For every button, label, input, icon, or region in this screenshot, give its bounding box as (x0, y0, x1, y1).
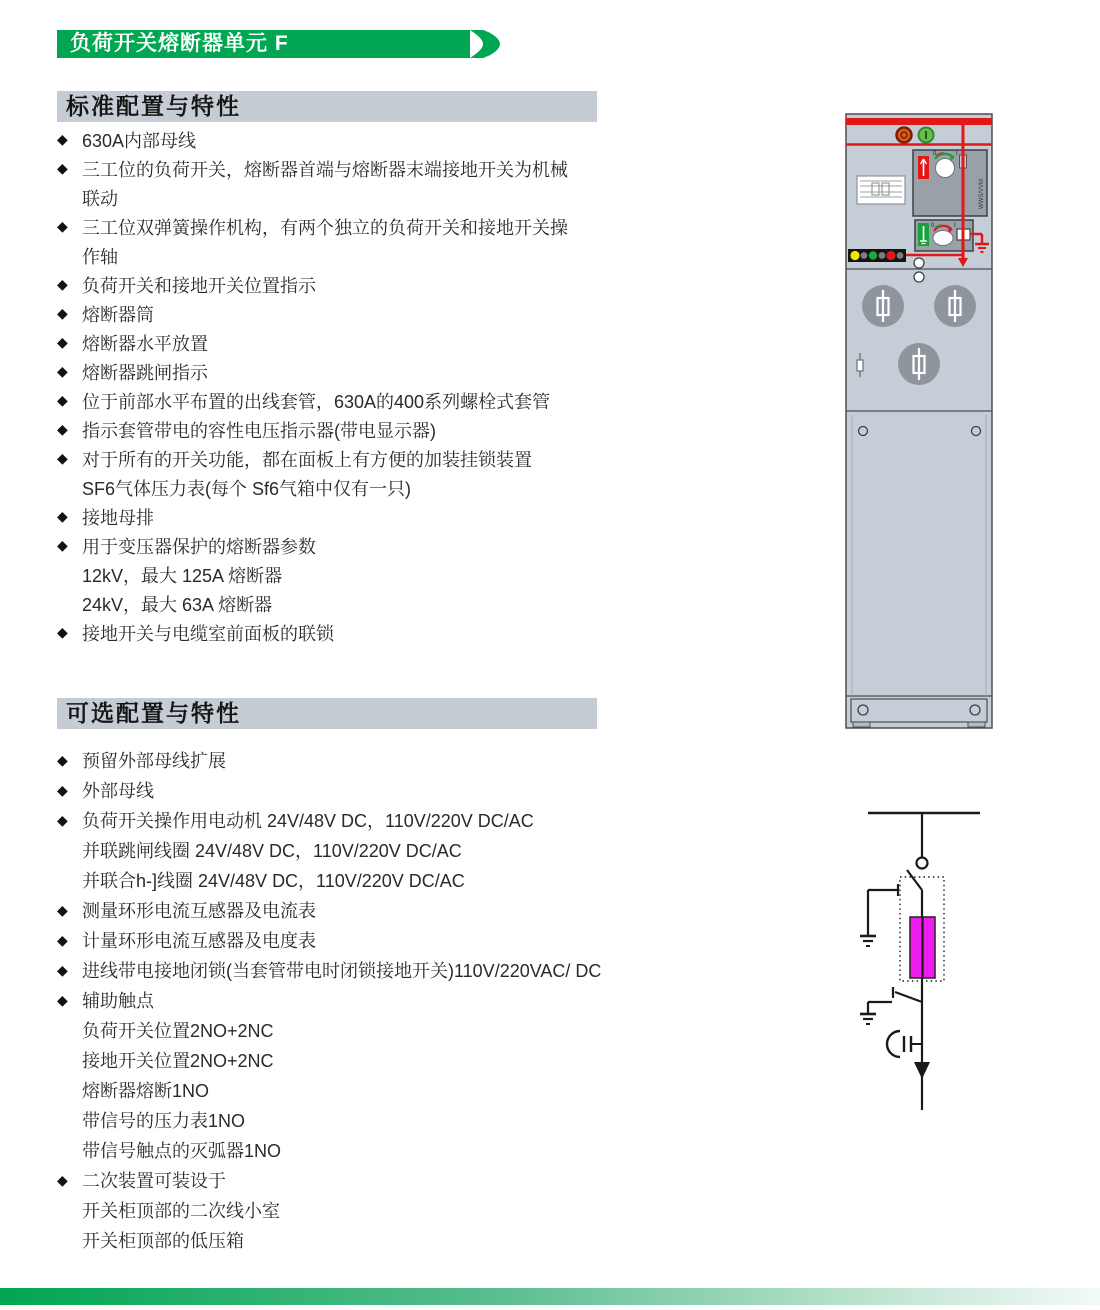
diamond-bullet-icon: ◆ (57, 305, 68, 321)
feature-text: 熔断器熔断1NO (82, 1081, 210, 1101)
diamond-bullet-icon: ◆ (57, 991, 68, 1008)
list-item (57, 1135, 697, 1165)
list-item (57, 1105, 697, 1135)
switchgear-cabinet-image (840, 110, 1000, 730)
diamond-bullet-icon: ◆ (57, 751, 68, 768)
operating-shaft-hole (936, 159, 955, 178)
list-item (57, 473, 697, 502)
feature-text: 负荷开关操作用电动机 24V/48V DC，110V/220V DC/AC (82, 811, 534, 831)
rating-plate (857, 176, 905, 204)
feature-text: 接地母排 (82, 507, 154, 528)
feature-text: 位于前部水平布置的出线套管，630A的400系列螺栓式套管 (82, 391, 551, 412)
feature-text: 接地开关与电缆室前面板的联锁 (82, 623, 334, 644)
list-item (57, 299, 697, 328)
feature-text: 并联跳闸线圈 24V/48V DC，110V/220V DC/AC (82, 841, 462, 861)
earth-symbol-icon (860, 1014, 876, 1024)
feature-text: 熔断器筒 (82, 304, 154, 325)
list-item (57, 955, 697, 985)
feature-text: 12kV，最大 125A 熔断器 (82, 565, 283, 586)
feature-text: 并联合h-]线圈 24V/48V DC，110V/220V DC/AC (82, 871, 465, 891)
load-switch-mimic-panel (913, 150, 987, 216)
feature-text: 作轴 (82, 246, 118, 267)
feature-text: 熔断器水平放置 (82, 333, 208, 354)
list-item (57, 212, 697, 241)
feature-text: 三工位的负荷开关，熔断器首端与熔断器末端接地开关为机械 (82, 159, 568, 180)
feature-text: 对于所有的开关功能，都在面板上有方便的加装挂锁装置 (82, 449, 532, 470)
diamond-bullet-icon: ◆ (57, 811, 68, 828)
switch-contact-node (917, 858, 928, 869)
diamond-bullet-icon: ◆ (57, 508, 68, 524)
fuse-bushing-icon (898, 343, 940, 385)
page-title-banner (57, 30, 470, 58)
feature-text: 指示套管带电的容性电压指示器(带电显示器) (82, 420, 436, 441)
feature-text: 开关柜顶部的低压箱 (82, 1231, 244, 1251)
feature-text: 联动 (82, 188, 118, 209)
feature-text: 用于变压器保护的熔断器参数 (82, 536, 316, 557)
diamond-bullet-icon: ◆ (57, 961, 68, 978)
feature-text: 辅助触点 (82, 991, 154, 1011)
diamond-bullet-icon: ◆ (57, 931, 68, 948)
section-heading-standard (57, 91, 597, 122)
cabinet-plinth (846, 696, 992, 727)
list-item (57, 444, 697, 473)
list-item (57, 895, 697, 925)
indicator-lamp-strip (848, 249, 906, 262)
feature-text: 预留外部母线扩展 (82, 751, 226, 771)
list-item (57, 1015, 697, 1045)
feature-text: 二次装置可装设于 (82, 1171, 226, 1191)
feature-text: 带信号的压力表1NO (82, 1111, 246, 1131)
diamond-bullet-icon: ◆ (57, 363, 68, 379)
list-item (57, 183, 697, 212)
list-item (57, 502, 697, 531)
list-item (57, 618, 697, 647)
operating-shaft-hole (933, 231, 953, 246)
diamond-bullet-icon: ◆ (57, 131, 68, 147)
list-item (57, 241, 697, 270)
close-button-icon (919, 128, 934, 143)
diamond-bullet-icon: ◆ (57, 276, 68, 292)
list-item (57, 589, 697, 618)
list-item (57, 745, 697, 775)
diamond-bullet-icon: ◆ (57, 334, 68, 350)
earthing-switch-blade (895, 992, 922, 1002)
feature-text: 进线带电接地闭锁(当套管带电时闭锁接地开关)110V/220VAC/ DC (82, 961, 602, 981)
list-item (57, 1225, 697, 1255)
list-item (57, 154, 697, 183)
fuse-bushing-icon (862, 285, 904, 327)
feature-text: 三工位双弹簧操作机构，有两个独立的负荷开关和接地开关操 (82, 217, 568, 238)
title-banner-tail-icon (470, 30, 504, 58)
diamond-bullet-icon: ◆ (57, 160, 68, 176)
feature-text: 630A内部母线 (82, 130, 197, 151)
list-item (57, 805, 697, 835)
list-item (57, 270, 697, 299)
list-item (57, 125, 697, 154)
arc-label-0: 0 (931, 223, 935, 229)
load-switch-blade (907, 870, 922, 890)
list-item (57, 985, 697, 1015)
single-line-diagram (840, 790, 1000, 1120)
feature-text: 负荷开关位置2NO+2NC (82, 1021, 274, 1041)
feature-text: 外部母线 (82, 781, 154, 801)
arc-label-I: I (956, 151, 958, 157)
list-item (57, 925, 697, 955)
feature-text: 计量环形电流互感器及电度表 (82, 931, 316, 951)
diamond-bullet-icon: ◆ (57, 1171, 68, 1188)
page-title: 负荷开关熔断器单元 F (70, 32, 289, 55)
list-item (57, 531, 697, 560)
open-button-icon (897, 128, 912, 143)
diamond-bullet-icon: ◆ (57, 218, 68, 234)
diamond-bullet-icon: ◆ (57, 392, 68, 408)
section-heading-optional (57, 698, 597, 729)
feature-text: 负荷开关和接地开关位置指示 (82, 275, 316, 296)
panel-marking-text: WWS/VVM (979, 179, 985, 209)
list-item (57, 1195, 697, 1225)
feature-text: 带信号触点的灭弧器1NO (82, 1141, 282, 1161)
diamond-bullet-icon: ◆ (57, 624, 68, 640)
feature-text: 接地开关位置2NO+2NC (82, 1051, 274, 1071)
feature-text: 测量环形电流互感器及电流表 (82, 901, 316, 921)
section-heading-text: 可选配置与特性 (66, 700, 241, 726)
feature-text: 开关柜顶部的二次线小室 (82, 1201, 280, 1221)
interlock-knob (914, 272, 924, 282)
section-heading-text: 标准配置与特性 (66, 93, 241, 119)
list-item (57, 1075, 697, 1105)
diamond-bullet-icon: ◆ (57, 781, 68, 798)
voltage-indicator-icon (887, 1031, 922, 1057)
list-item (57, 357, 697, 386)
cabinet-top-red-band (846, 118, 992, 125)
arc-label-I: I (954, 223, 956, 229)
footer-gradient-bar (0, 1288, 1100, 1305)
diamond-bullet-icon: ◆ (57, 901, 68, 918)
diamond-bullet-icon: ◆ (57, 421, 68, 437)
feature-text: 24kV，最大 63A 熔断器 (82, 594, 273, 615)
list-item (57, 415, 697, 444)
feature-text: SF6气体压力表(每个 Sf6气箱中仅有一只) (82, 478, 412, 499)
list-item (57, 328, 697, 357)
list-item (57, 835, 697, 865)
list-item (57, 386, 697, 415)
list-item (57, 1165, 697, 1195)
arc-label-0: 0 (933, 151, 937, 157)
optional-feature-list (57, 745, 697, 1255)
list-item (57, 775, 697, 805)
fuse-bushing-icon (934, 285, 976, 327)
earth-symbol-icon (860, 936, 876, 946)
cable-arrow-icon (914, 1062, 930, 1079)
standard-feature-list (57, 125, 697, 647)
list-item (57, 1045, 697, 1075)
diamond-bullet-icon: ◆ (57, 537, 68, 553)
interlock-knob (914, 258, 924, 268)
list-item (57, 865, 697, 895)
list-item (57, 560, 697, 589)
diamond-bullet-icon: ◆ (57, 450, 68, 466)
feature-text: 熔断器跳闸指示 (82, 362, 208, 383)
